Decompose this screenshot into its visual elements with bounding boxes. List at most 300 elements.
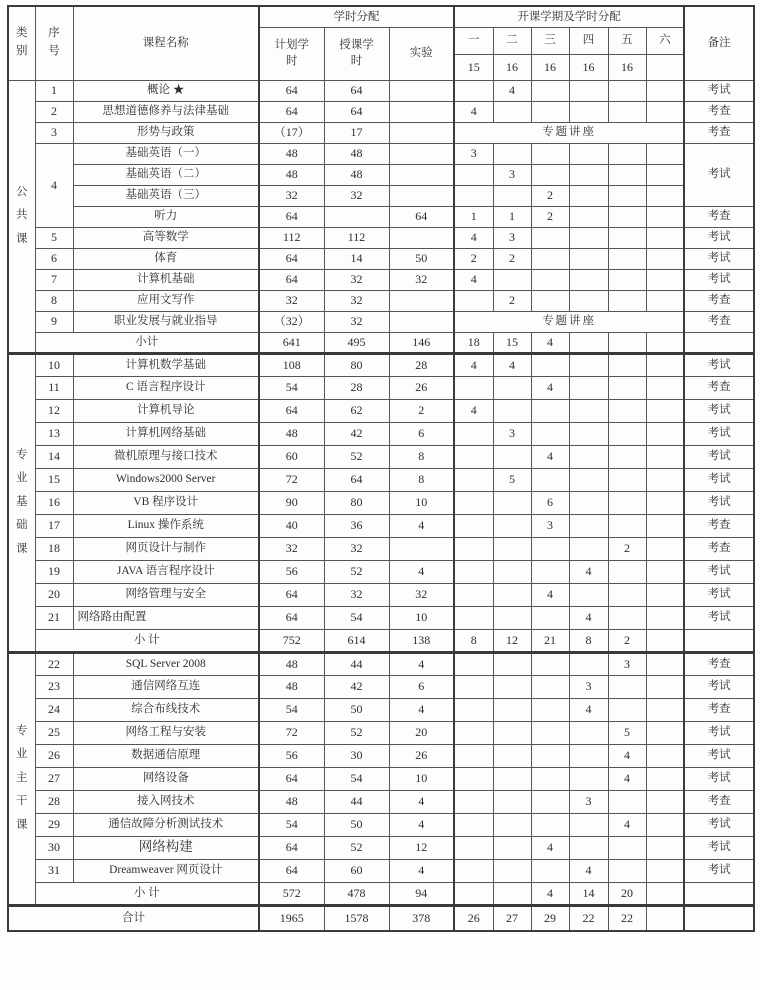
semester-hours-1 — [454, 468, 493, 491]
semester-hours-3 — [531, 290, 569, 311]
subtotal-semester-3: 4 — [531, 882, 569, 905]
semester-hours-6 — [646, 445, 684, 468]
taught-hours: 52 — [324, 560, 389, 583]
semester-hours-2 — [493, 790, 531, 813]
semester-hours-6 — [646, 859, 684, 882]
taught-hours: 52 — [324, 721, 389, 744]
course-name: 基础英语（二） — [73, 164, 259, 185]
semester-hours-3 — [531, 80, 569, 101]
course-name: 通信网络互连 — [73, 675, 259, 698]
taught-hours: 80 — [324, 491, 389, 514]
taught-hours: 54 — [324, 767, 389, 790]
header-semester-6: 六 — [646, 27, 684, 54]
semester-hours-4 — [569, 164, 608, 185]
semester-hours-3 — [531, 269, 569, 290]
course-number: 23 — [35, 675, 73, 698]
semester-hours-6 — [646, 491, 684, 514]
semester-hours-3 — [531, 790, 569, 813]
course-name: 职业发展与就业指导 — [73, 311, 259, 332]
semester-hours-5 — [608, 269, 646, 290]
planned-hours: （32） — [259, 311, 324, 332]
header-course-name: 课程名称 — [73, 6, 259, 80]
semester-hours-1 — [454, 583, 493, 606]
semester-hours-1: 2 — [454, 248, 493, 269]
lab-hours — [389, 80, 454, 101]
course-name: 应用文写作 — [73, 290, 259, 311]
semester-hours-5: 4 — [608, 744, 646, 767]
semester-hours-2: 5 — [493, 468, 531, 491]
lab-hours: 32 — [389, 269, 454, 290]
semester-hours-5 — [608, 164, 646, 185]
lab-hours — [389, 537, 454, 560]
course-number: 14 — [35, 445, 73, 468]
course-number: 15 — [35, 468, 73, 491]
course-number: 22 — [35, 652, 73, 675]
semester-hours-3 — [531, 101, 569, 122]
semester-hours-6 — [646, 560, 684, 583]
planned-hours: 64 — [259, 859, 324, 882]
semester-hours-3 — [531, 399, 569, 422]
semester-hours-1 — [454, 422, 493, 445]
course-number: 17 — [35, 514, 73, 537]
planned-hours: 48 — [259, 422, 324, 445]
total-remark — [684, 905, 754, 931]
total-taught: 1578 — [324, 905, 389, 931]
lab-hours: 12 — [389, 836, 454, 859]
semester-hours-1 — [454, 164, 493, 185]
subtotal-lab: 94 — [389, 882, 454, 905]
planned-hours: 56 — [259, 560, 324, 583]
course-name: JAVA 语言程序设计 — [73, 560, 259, 583]
semester-hours-6 — [646, 376, 684, 399]
semester-hours-6 — [646, 80, 684, 101]
semester-hours-1 — [454, 376, 493, 399]
subtotal-semester-4: 14 — [569, 882, 608, 905]
semester-hours-6 — [646, 606, 684, 629]
total-planned: 1965 — [259, 905, 324, 931]
semester-hours-1: 4 — [454, 399, 493, 422]
semester-hours-3 — [531, 652, 569, 675]
remark: 考试 — [684, 744, 754, 767]
semester-hours-1 — [454, 836, 493, 859]
lab-hours: 20 — [389, 721, 454, 744]
remark: 考查 — [684, 376, 754, 399]
subtotal-semester-2: 12 — [493, 629, 531, 652]
taught-hours: 52 — [324, 445, 389, 468]
lab-hours: 6 — [389, 422, 454, 445]
course-name: 计算机数学基础 — [73, 353, 259, 376]
remark: 考查 — [684, 537, 754, 560]
semester-hours-3 — [531, 468, 569, 491]
semester-hours-2: 3 — [493, 227, 531, 248]
semester-hours-1 — [454, 491, 493, 514]
lab-hours: 4 — [389, 813, 454, 836]
semester-hours-5 — [608, 227, 646, 248]
semester-hours-1: 3 — [454, 143, 493, 164]
semester-hours-5 — [608, 445, 646, 468]
semester-hours-2: 3 — [493, 164, 531, 185]
taught-hours: 42 — [324, 675, 389, 698]
semester-hours-1: 4 — [454, 353, 493, 376]
course-name: 网络工程与安装 — [73, 721, 259, 744]
semester-hours-6 — [646, 675, 684, 698]
semester-hours-5 — [608, 468, 646, 491]
semester-hours-5 — [608, 290, 646, 311]
semester-hours-5 — [608, 101, 646, 122]
planned-hours: 54 — [259, 813, 324, 836]
semester-hours-4 — [569, 744, 608, 767]
course-number: 8 — [35, 290, 73, 311]
semester-hours-3 — [531, 248, 569, 269]
header-semester-1: 一 — [454, 27, 493, 54]
subtotal-planned: 572 — [259, 882, 324, 905]
remark: 考试 — [684, 269, 754, 290]
remark: 考查 — [684, 290, 754, 311]
planned-hours: 64 — [259, 206, 324, 227]
semester-hours-3: 4 — [531, 836, 569, 859]
planned-hours: 64 — [259, 399, 324, 422]
header-semester-3: 三 — [531, 27, 569, 54]
subtotal-label: 小 计 — [35, 629, 259, 652]
planned-hours: 40 — [259, 514, 324, 537]
course-name: 微机原理与接口技术 — [73, 445, 259, 468]
course-number: 24 — [35, 698, 73, 721]
subtotal-lab: 146 — [389, 332, 454, 353]
course-name: 思想道德修养与法律基础 — [73, 101, 259, 122]
category-cell: 专 业 主 干 课 — [8, 652, 35, 905]
lecture-banner: 专题讲座 — [454, 122, 684, 143]
semester-hours-6 — [646, 721, 684, 744]
course-name: SQL Server 2008 — [73, 652, 259, 675]
course-name: 听力 — [73, 206, 259, 227]
course-number: 16 — [35, 491, 73, 514]
planned-hours: 32 — [259, 537, 324, 560]
semester-hours-5 — [608, 376, 646, 399]
semester-hours-5 — [608, 353, 646, 376]
semester-hours-5 — [608, 399, 646, 422]
semester-hours-1 — [454, 606, 493, 629]
semester-hours-3: 6 — [531, 491, 569, 514]
semester-hours-6 — [646, 206, 684, 227]
semester-hours-4: 3 — [569, 675, 608, 698]
remark: 考试 — [684, 836, 754, 859]
semester-hours-3 — [531, 721, 569, 744]
semester-hours-5 — [608, 491, 646, 514]
semester-hours-4 — [569, 290, 608, 311]
semester-hours-2 — [493, 445, 531, 468]
course-name: Linux 操作系统 — [73, 514, 259, 537]
semester-hours-6 — [646, 514, 684, 537]
lab-hours: 10 — [389, 491, 454, 514]
course-name: 通信故障分析测试技术 — [73, 813, 259, 836]
course-name: 数据通信原理 — [73, 744, 259, 767]
course-number: 1 — [35, 80, 73, 101]
taught-hours: 54 — [324, 606, 389, 629]
semester-hours-4 — [569, 101, 608, 122]
semester-hours-1 — [454, 290, 493, 311]
semester-hours-2: 4 — [493, 80, 531, 101]
course-name: 计算机导论 — [73, 399, 259, 422]
planned-hours: 72 — [259, 468, 324, 491]
course-name: 网页设计与制作 — [73, 537, 259, 560]
semester-hours-2 — [493, 698, 531, 721]
lab-hours: 4 — [389, 560, 454, 583]
semester-hours-5: 4 — [608, 813, 646, 836]
subtotal-planned: 641 — [259, 332, 324, 353]
course-name: 体育 — [73, 248, 259, 269]
semester-hours-1 — [454, 675, 493, 698]
remark: 考试 — [684, 422, 754, 445]
taught-hours: 112 — [324, 227, 389, 248]
lab-hours — [389, 185, 454, 206]
semester-hours-4: 3 — [569, 790, 608, 813]
header-semester-4: 四 — [569, 27, 608, 54]
lab-hours: 4 — [389, 859, 454, 882]
total-semester-4: 22 — [569, 905, 608, 931]
semester-hours-6 — [646, 353, 684, 376]
course-name: 网络管理与安全 — [73, 583, 259, 606]
taught-hours — [324, 206, 389, 227]
lab-hours: 64 — [389, 206, 454, 227]
course-number: 25 — [35, 721, 73, 744]
taught-hours: 80 — [324, 353, 389, 376]
subtotal-lab: 138 — [389, 629, 454, 652]
semester-hours-5 — [608, 143, 646, 164]
remark: 考试 — [684, 445, 754, 468]
planned-hours: 54 — [259, 698, 324, 721]
remark: 考试 — [684, 560, 754, 583]
subtotal-semester-3: 21 — [531, 629, 569, 652]
taught-hours: 28 — [324, 376, 389, 399]
lab-hours — [389, 101, 454, 122]
lab-hours — [389, 311, 454, 332]
course-number: 26 — [35, 744, 73, 767]
semester-hours-3 — [531, 744, 569, 767]
semester-hours-5 — [608, 675, 646, 698]
course-number: 20 — [35, 583, 73, 606]
semester-hours-4 — [569, 652, 608, 675]
header-number: 序号 — [35, 6, 73, 80]
course-number: 5 — [35, 227, 73, 248]
taught-hours: 32 — [324, 311, 389, 332]
semester-hours-2 — [493, 767, 531, 790]
semester-hours-5: 5 — [608, 721, 646, 744]
semester-hours-3 — [531, 353, 569, 376]
semester-hours-5 — [608, 422, 646, 445]
course-number: 19 — [35, 560, 73, 583]
semester-hours-4 — [569, 514, 608, 537]
semester-hours-6 — [646, 185, 684, 206]
course-number: 28 — [35, 790, 73, 813]
remark: 考试 — [684, 399, 754, 422]
remark: 考试 — [684, 143, 754, 206]
semester-hours-3 — [531, 767, 569, 790]
taught-hours: 50 — [324, 698, 389, 721]
course-number: 6 — [35, 248, 73, 269]
semester-hours-4 — [569, 445, 608, 468]
header-lab-hours: 实验 — [389, 27, 454, 80]
taught-hours: 42 — [324, 422, 389, 445]
course-number: 30 — [35, 836, 73, 859]
planned-hours: （17） — [259, 122, 324, 143]
lab-hours: 50 — [389, 248, 454, 269]
semester-hours-6 — [646, 101, 684, 122]
semester-hours-5 — [608, 583, 646, 606]
subtotal-semester-5: 20 — [608, 882, 646, 905]
semester-hours-2 — [493, 269, 531, 290]
semester-hours-4 — [569, 185, 608, 206]
semester-hours-5 — [608, 560, 646, 583]
remark: 考试 — [684, 468, 754, 491]
semester-hours-1: 4 — [454, 101, 493, 122]
subtotal-label: 小 计 — [35, 882, 259, 905]
subtotal-taught: 614 — [324, 629, 389, 652]
remark: 考试 — [684, 227, 754, 248]
semester-hours-6 — [646, 698, 684, 721]
taught-hours: 60 — [324, 859, 389, 882]
semester-hours-2: 2 — [493, 290, 531, 311]
semester-hours-4: 4 — [569, 698, 608, 721]
planned-hours: 64 — [259, 101, 324, 122]
course-number: 7 — [35, 269, 73, 290]
semester-hours-2 — [493, 491, 531, 514]
planned-hours: 64 — [259, 269, 324, 290]
semester-hours-5 — [608, 206, 646, 227]
header-semester-5: 五 — [608, 27, 646, 54]
semester-hours-4 — [569, 227, 608, 248]
table-body — [8, 80, 754, 931]
semester-hours-4 — [569, 836, 608, 859]
planned-hours: 64 — [259, 80, 324, 101]
course-number: 18 — [35, 537, 73, 560]
header-weeks-3: 16 — [531, 54, 569, 80]
lecture-banner: 专题讲座 — [454, 311, 684, 332]
course-name: Windows2000 Server — [73, 468, 259, 491]
taught-hours: 50 — [324, 813, 389, 836]
semester-hours-4 — [569, 248, 608, 269]
header-taught-hours: 授课学时 — [324, 27, 389, 80]
semester-hours-4 — [569, 813, 608, 836]
semester-hours-5 — [608, 698, 646, 721]
lab-hours: 32 — [389, 583, 454, 606]
course-name: 概论 ★ — [73, 80, 259, 101]
semester-hours-4 — [569, 399, 608, 422]
semester-hours-2 — [493, 376, 531, 399]
lab-hours — [389, 164, 454, 185]
semester-hours-6 — [646, 790, 684, 813]
course-name: 形势与政策 — [73, 122, 259, 143]
semester-hours-2: 1 — [493, 206, 531, 227]
course-number: 12 — [35, 399, 73, 422]
semester-hours-4 — [569, 583, 608, 606]
semester-hours-2 — [493, 744, 531, 767]
taught-hours: 48 — [324, 143, 389, 164]
semester-hours-6 — [646, 813, 684, 836]
semester-hours-2: 3 — [493, 422, 531, 445]
header-planned-hours: 计划学时 — [259, 27, 324, 80]
semester-hours-3: 2 — [531, 206, 569, 227]
subtotal-semester-4 — [569, 332, 608, 353]
planned-hours: 90 — [259, 491, 324, 514]
remark: 考查 — [684, 206, 754, 227]
remark: 考试 — [684, 721, 754, 744]
header-weeks-1: 15 — [454, 54, 493, 80]
subtotal-taught: 495 — [324, 332, 389, 353]
course-number: 27 — [35, 767, 73, 790]
lab-hours: 26 — [389, 744, 454, 767]
semester-hours-6 — [646, 399, 684, 422]
header-weeks-5: 16 — [608, 54, 646, 80]
planned-hours: 112 — [259, 227, 324, 248]
semester-hours-3 — [531, 164, 569, 185]
remark: 考查 — [684, 698, 754, 721]
lab-hours: 8 — [389, 468, 454, 491]
lab-hours: 2 — [389, 399, 454, 422]
semester-hours-2 — [493, 813, 531, 836]
semester-hours-4 — [569, 491, 608, 514]
total-semester-6 — [646, 905, 684, 931]
taught-hours: 32 — [324, 583, 389, 606]
semester-hours-6 — [646, 744, 684, 767]
lab-hours: 4 — [389, 698, 454, 721]
remark: 考试 — [684, 606, 754, 629]
planned-hours: 32 — [259, 290, 324, 311]
subtotal-remark — [684, 332, 754, 353]
semester-hours-3: 2 — [531, 185, 569, 206]
header-weeks-6 — [646, 54, 684, 80]
subtotal-planned: 752 — [259, 629, 324, 652]
course-name: 网络构建 — [73, 836, 259, 859]
taught-hours: 32 — [324, 537, 389, 560]
taught-hours: 32 — [324, 269, 389, 290]
semester-hours-1 — [454, 790, 493, 813]
course-number: 10 — [35, 353, 73, 376]
remark: 考试 — [684, 353, 754, 376]
semester-hours-3 — [531, 813, 569, 836]
semester-hours-3 — [531, 859, 569, 882]
semester-hours-5 — [608, 606, 646, 629]
semester-hours-5: 3 — [608, 652, 646, 675]
remark: 考试 — [684, 767, 754, 790]
planned-hours: 32 — [259, 185, 324, 206]
semester-hours-3 — [531, 560, 569, 583]
semester-hours-4 — [569, 353, 608, 376]
course-number: 3 — [35, 122, 73, 143]
course-name: 计算机基础 — [73, 269, 259, 290]
course-number: 2 — [35, 101, 73, 122]
semester-hours-4 — [569, 422, 608, 445]
planned-hours: 64 — [259, 248, 324, 269]
semester-hours-6 — [646, 290, 684, 311]
semester-hours-4 — [569, 269, 608, 290]
semester-hours-5: 4 — [608, 767, 646, 790]
remark: 考查 — [684, 790, 754, 813]
total-semester-5: 22 — [608, 905, 646, 931]
curriculum-table — [7, 5, 755, 932]
remark: 考查 — [684, 514, 754, 537]
planned-hours: 64 — [259, 583, 324, 606]
semester-hours-5 — [608, 248, 646, 269]
semester-hours-4 — [569, 80, 608, 101]
remark: 考查 — [684, 101, 754, 122]
semester-hours-1 — [454, 652, 493, 675]
course-name: 计算机网络基础 — [73, 422, 259, 445]
taught-hours: 62 — [324, 399, 389, 422]
subtotal-semester-2: 15 — [493, 332, 531, 353]
taught-hours: 64 — [324, 80, 389, 101]
semester-hours-2 — [493, 143, 531, 164]
semester-hours-2 — [493, 185, 531, 206]
